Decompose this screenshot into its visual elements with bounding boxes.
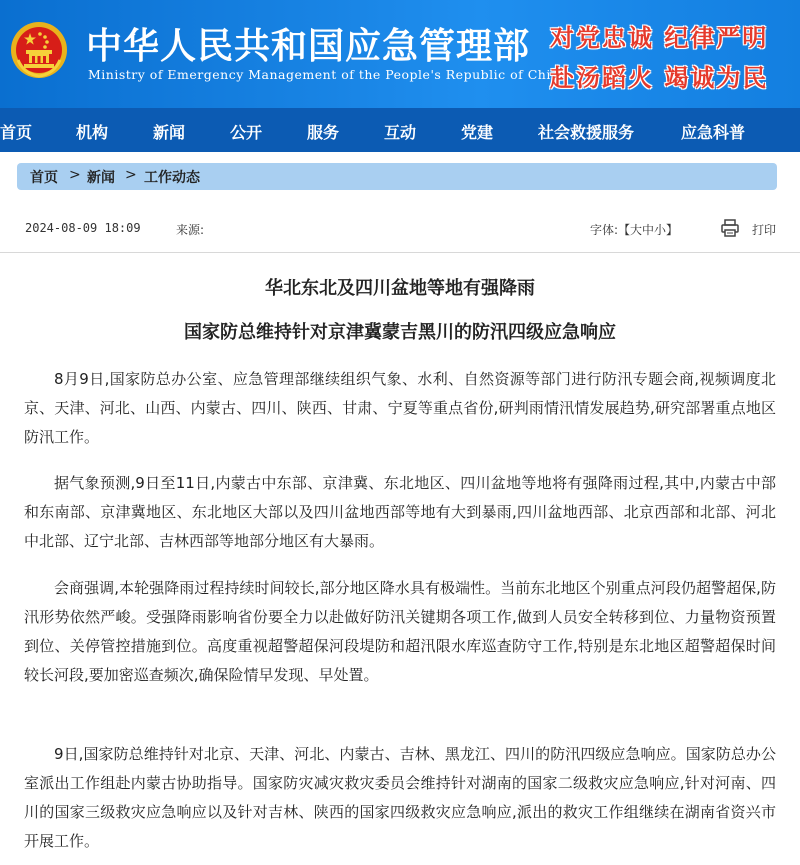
breadcrumb-home[interactable]: 首页 [30,170,58,186]
breadcrumb-news[interactable]: 新闻 [87,170,115,186]
breadcrumb-separator: > [69,167,81,183]
national-emblem-icon[interactable] [10,20,68,80]
article-subtitle: 国家防总维持针对京津冀蒙吉黑川的防汛四级应急响应 [184,322,616,343]
article-paragraph-1: 8月9日,国家防总办公室、应急管理部继续组织气象、水利、自然资源等部门进行防汛专题会商,视频调度北京、天津、河北、山西、内蒙古、四川、陕西、甘肃、宁夏等重点省份,研判雨情汛情发展趋势,研究部署重点地区防汛工作。 [24,370,776,446]
printer-icon[interactable] [721,219,739,237]
publish-datetime: 2024-08-09 18:09 [25,221,141,235]
source-label: 来源: [176,223,205,237]
article-paragraph-2: 据气象预测,9日至11日,内蒙古中东部、京津冀、东北地区、四川盆地等地将有强降雨过程,其中,内蒙古中部和东南部、京津冀地区、东北地区大部以及四川盆地西部等地有大到暴雨,四川盆地西部、北京西部和北部、河北中北部、辽宁北部、吉林西部等地部分地区有大暴雨。 [24,474,776,550]
nav-interaction[interactable]: 互动 [384,123,417,142]
nav-home[interactable]: 首页 [0,123,33,142]
site-header [0,0,800,108]
slogan-line-2: 赴汤蹈火 竭诚为民 [550,63,769,92]
breadcrumb-current[interactable]: 工作动态 [144,170,200,186]
article-title: 华北东北及四川盆地等地有强降雨 [265,278,535,299]
nav-organization[interactable]: 机构 [76,123,109,142]
breadcrumb-separator: > [125,167,137,183]
nav-emergency-science[interactable]: 应急科普 [681,123,746,142]
divider [0,252,800,253]
font-size-selector[interactable]: 字体:【大中小】 [590,223,679,237]
article-paragraph-3: 会商强调,本轮强降雨过程持续时间较长,部分地区降水具有极端性。当前东北地区个别重点河段仍超警超保,防汛形势依然严峻。受强降雨影响省份要全力以赴做好防汛关键期各项工作,做到人员安全转移到位、力量物资预置到位、关停管控措施到位。高度重视超警超保河段堤防和超汛限水库巡查防守工作,特别是东北地区超警超保时间较长河段,要加密巡查频次,确保险情早发现、早处置。 [24,579,776,684]
print-button[interactable]: 打印 [752,223,777,237]
site-title-en: Ministry of Emergency Management of the People's Republic of China [88,67,568,82]
site-title[interactable]: 中华人民共和国应急管理部 [86,26,531,67]
article-paragraph-4: 9日,国家防总维持针对北京、天津、河北、内蒙古、吉林、黑龙江、四川的防汛四级应急响应。国家防总办公室派出工作组赴内蒙古协助指导。国家防灾减灾救灾委员会维持针对湖南的国家二级救灾应急响应,针对河南、四川的国家三级救灾应急响应以及针对吉林、陕西的国家四级救灾应急响应,派出的救灾工作组继续在湖南省资兴市开展工作。 [24,745,776,850]
nav-service[interactable]: 服务 [307,123,340,142]
nav-party-building[interactable]: 党建 [461,123,494,142]
nav-social-rescue[interactable]: 社会救援服务 [538,123,635,142]
breadcrumb [17,163,777,190]
slogan-line-1: 对党忠诚 纪律严明 [550,23,769,52]
nav-news[interactable]: 新闻 [153,123,186,142]
nav-public[interactable]: 公开 [230,123,263,142]
